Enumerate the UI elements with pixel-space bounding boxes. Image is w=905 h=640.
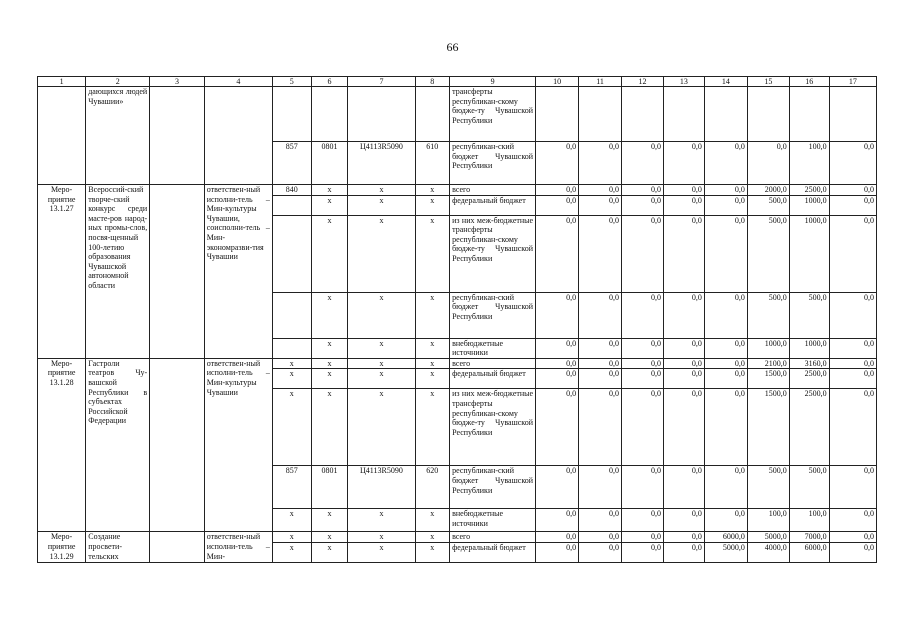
year-value-cell: 0,0 bbox=[579, 292, 622, 338]
responsible-cell: ответствен-ный исполни-тель – Мин-культуры Чувашии, соисполни-тель – Мин-экономразви-тия Чувашии bbox=[204, 185, 272, 359]
year-value-cell bbox=[663, 87, 704, 142]
year-value-cell: 7000,0 bbox=[789, 532, 829, 543]
year-value-cell: 0,0 bbox=[704, 195, 747, 215]
year-value-cell: 3160,0 bbox=[789, 358, 829, 369]
column-3-cell bbox=[150, 358, 205, 532]
column-header-9: 9 bbox=[450, 77, 536, 87]
grbs-code-cell: 840 bbox=[272, 185, 311, 196]
year-value-cell: 0,0 bbox=[622, 215, 664, 292]
year-value-cell: 0,0 bbox=[536, 195, 579, 215]
column-header-10: 10 bbox=[536, 77, 579, 87]
expense-type-cell: x bbox=[415, 358, 450, 369]
section-code-cell: x bbox=[311, 292, 348, 338]
year-value-cell: 0,0 bbox=[663, 358, 704, 369]
expense-type-cell: x bbox=[415, 292, 450, 338]
event-name-cell: Гастроли театров Чу-вашской Республики в субъектах Российской Федерации bbox=[86, 358, 150, 532]
responsible-cell: ответствен-ный исполни-тель – Мин- bbox=[204, 532, 272, 563]
column-header-12: 12 bbox=[622, 77, 664, 87]
column-header-13: 13 bbox=[663, 77, 704, 87]
year-value-cell: 0,0 bbox=[704, 292, 747, 338]
year-value-cell: 0,0 bbox=[663, 466, 704, 509]
event-name-cell: Создание просвети-тельских bbox=[86, 532, 150, 563]
column-header-3: 3 bbox=[150, 77, 205, 87]
expense-type-cell: x bbox=[415, 338, 450, 358]
header-row bbox=[38, 77, 877, 87]
target-article-cell: x bbox=[348, 542, 415, 562]
funding-source-cell: из них меж-бюджетные трансферты республикан-скому бюдже-ту Чувашской Республики bbox=[450, 389, 536, 466]
year-value-cell: 0,0 bbox=[663, 389, 704, 466]
column-header-14: 14 bbox=[704, 77, 747, 87]
year-value-cell: 2000,0 bbox=[747, 185, 789, 196]
section-code-cell: x bbox=[311, 509, 348, 532]
year-value-cell: 0,0 bbox=[622, 542, 664, 562]
year-value-cell: 0,0 bbox=[829, 466, 876, 509]
year-value-cell: 0,0 bbox=[536, 338, 579, 358]
grbs-code-cell: x bbox=[272, 542, 311, 562]
table-body bbox=[38, 87, 877, 563]
grbs-code-cell: x bbox=[272, 369, 311, 389]
year-value-cell: 0,0 bbox=[829, 389, 876, 466]
column-3-cell bbox=[150, 185, 205, 359]
year-value-cell: 0,0 bbox=[704, 338, 747, 358]
year-value-cell: 0,0 bbox=[663, 185, 704, 196]
year-value-cell: 0,0 bbox=[579, 532, 622, 543]
year-value-cell: 0,0 bbox=[579, 358, 622, 369]
target-article-cell: x bbox=[348, 195, 415, 215]
year-value-cell: 0,0 bbox=[704, 142, 747, 185]
year-value-cell: 0,0 bbox=[829, 142, 876, 185]
year-value-cell: 0,0 bbox=[536, 532, 579, 543]
year-value-cell: 5000,0 bbox=[747, 532, 789, 543]
funding-source-cell: внебюджетные источники bbox=[450, 338, 536, 358]
year-value-cell: 1500,0 bbox=[747, 369, 789, 389]
expense-type-cell: x bbox=[415, 215, 450, 292]
year-value-cell: 0,0 bbox=[704, 215, 747, 292]
year-value-cell: 0,0 bbox=[663, 215, 704, 292]
year-value-cell: 500,0 bbox=[747, 215, 789, 292]
year-value-cell: 0,0 bbox=[622, 532, 664, 543]
target-article-cell: x bbox=[348, 292, 415, 338]
column-3-cell bbox=[150, 532, 205, 563]
year-value-cell: 0,0 bbox=[536, 292, 579, 338]
funding-source-cell: республикан-ский бюджет Чувашской Республики bbox=[450, 142, 536, 185]
year-value-cell: 2100,0 bbox=[747, 358, 789, 369]
section-code-cell: x bbox=[311, 358, 348, 369]
column-header-17: 17 bbox=[829, 77, 876, 87]
target-article-cell: x bbox=[348, 215, 415, 292]
year-value-cell: 0,0 bbox=[536, 509, 579, 532]
event-name-cell: дающихся людей Чувашии» bbox=[86, 87, 150, 185]
year-value-cell: 0,0 bbox=[536, 358, 579, 369]
expense-type-cell: x bbox=[415, 195, 450, 215]
event-number-cell: Меро-приятие 13.1.28 bbox=[38, 358, 86, 532]
expense-type-cell: x bbox=[415, 509, 450, 532]
column-header-4: 4 bbox=[204, 77, 272, 87]
column-3-cell bbox=[150, 87, 205, 185]
year-value-cell: 0,0 bbox=[704, 389, 747, 466]
year-value-cell: 500,0 bbox=[747, 195, 789, 215]
year-value-cell: 0,0 bbox=[579, 195, 622, 215]
column-header-11: 11 bbox=[579, 77, 622, 87]
event-number-cell: Меро-приятие 13.1.27 bbox=[38, 185, 86, 359]
section-code-cell: x bbox=[311, 215, 348, 292]
funding-source-cell: внебюджетные источники bbox=[450, 509, 536, 532]
grbs-code-cell: x bbox=[272, 389, 311, 466]
section-code-cell: x bbox=[311, 389, 348, 466]
year-value-cell: 0,0 bbox=[622, 142, 664, 185]
year-value-cell: 0,0 bbox=[829, 542, 876, 562]
budget-table bbox=[37, 76, 877, 563]
year-value-cell: 500,0 bbox=[747, 292, 789, 338]
year-value-cell: 2500,0 bbox=[789, 185, 829, 196]
year-value-cell: 0,0 bbox=[829, 338, 876, 358]
year-value-cell bbox=[622, 87, 664, 142]
event-number-cell: Меро-приятие 13.1.29 bbox=[38, 532, 86, 563]
table-row bbox=[38, 358, 877, 369]
column-header-5: 5 bbox=[272, 77, 311, 87]
grbs-code-cell bbox=[272, 87, 311, 142]
year-value-cell: 6000,0 bbox=[704, 532, 747, 543]
year-value-cell bbox=[829, 87, 876, 142]
funding-source-cell: федеральный бюджет bbox=[450, 195, 536, 215]
year-value-cell: 0,0 bbox=[747, 142, 789, 185]
table-row bbox=[38, 532, 877, 543]
year-value-cell: 0,0 bbox=[536, 389, 579, 466]
grbs-code-cell bbox=[272, 195, 311, 215]
year-value-cell: 0,0 bbox=[829, 195, 876, 215]
section-code-cell: x bbox=[311, 338, 348, 358]
year-value-cell: 1000,0 bbox=[747, 338, 789, 358]
year-value-cell: 0,0 bbox=[663, 292, 704, 338]
target-article-cell: x bbox=[348, 358, 415, 369]
year-value-cell: 1000,0 bbox=[789, 195, 829, 215]
expense-type-cell: x bbox=[415, 542, 450, 562]
year-value-cell: 0,0 bbox=[622, 292, 664, 338]
event-name-cell: Всероссий-ский творче-ский конкурс среди масте-ров народ-ных промы-слов, посвя-щенный 100-летию образования Чувашской автономной области bbox=[86, 185, 150, 359]
expense-type-cell: 620 bbox=[415, 466, 450, 509]
year-value-cell: 0,0 bbox=[829, 532, 876, 543]
expense-type-cell: x bbox=[415, 532, 450, 543]
section-code-cell: x bbox=[311, 185, 348, 196]
grbs-code-cell bbox=[272, 292, 311, 338]
column-header-6: 6 bbox=[311, 77, 348, 87]
year-value-cell: 0,0 bbox=[663, 195, 704, 215]
year-value-cell bbox=[747, 87, 789, 142]
grbs-code-cell bbox=[272, 338, 311, 358]
year-value-cell: 2500,0 bbox=[789, 389, 829, 466]
year-value-cell: 0,0 bbox=[663, 532, 704, 543]
grbs-code-cell: 857 bbox=[272, 466, 311, 509]
table-row bbox=[38, 185, 877, 196]
year-value-cell: 0,0 bbox=[579, 215, 622, 292]
target-article-cell: x bbox=[348, 509, 415, 532]
year-value-cell bbox=[579, 87, 622, 142]
year-value-cell: 0,0 bbox=[704, 466, 747, 509]
year-value-cell: 0,0 bbox=[579, 542, 622, 562]
target-article-cell: x bbox=[348, 338, 415, 358]
target-article-cell: Ц4113R5090 bbox=[348, 466, 415, 509]
year-value-cell: 0,0 bbox=[829, 292, 876, 338]
target-article-cell: x bbox=[348, 389, 415, 466]
year-value-cell: 0,0 bbox=[536, 466, 579, 509]
year-value-cell: 0,0 bbox=[622, 338, 664, 358]
section-code-cell: x bbox=[311, 369, 348, 389]
funding-source-cell: трансферты республикан-скому бюдже-ту Чувашской Республики bbox=[450, 87, 536, 142]
column-header-1: 1 bbox=[38, 77, 86, 87]
year-value-cell: 1000,0 bbox=[789, 215, 829, 292]
year-value-cell: 2500,0 bbox=[789, 369, 829, 389]
year-value-cell: 0,0 bbox=[622, 369, 664, 389]
year-value-cell: 0,0 bbox=[579, 142, 622, 185]
section-code-cell: x bbox=[311, 542, 348, 562]
section-code-cell: 0801 bbox=[311, 466, 348, 509]
year-value-cell: 0,0 bbox=[536, 369, 579, 389]
event-number-cell bbox=[38, 87, 86, 185]
year-value-cell: 0,0 bbox=[622, 195, 664, 215]
column-header-16: 16 bbox=[789, 77, 829, 87]
year-value-cell: 0,0 bbox=[704, 358, 747, 369]
target-article-cell: x bbox=[348, 185, 415, 196]
year-value-cell: 0,0 bbox=[829, 185, 876, 196]
year-value-cell: 0,0 bbox=[622, 466, 664, 509]
year-value-cell: 1000,0 bbox=[789, 338, 829, 358]
year-value-cell: 0,0 bbox=[579, 466, 622, 509]
year-value-cell: 0,0 bbox=[579, 338, 622, 358]
year-value-cell: 0,0 bbox=[704, 509, 747, 532]
year-value-cell: 0,0 bbox=[536, 215, 579, 292]
year-value-cell: 0,0 bbox=[704, 369, 747, 389]
funding-source-cell: всего bbox=[450, 358, 536, 369]
funding-source-cell: всего bbox=[450, 532, 536, 543]
year-value-cell: 0,0 bbox=[829, 358, 876, 369]
year-value-cell: 0,0 bbox=[536, 142, 579, 185]
grbs-code-cell: x bbox=[272, 532, 311, 543]
year-value-cell: 0,0 bbox=[704, 185, 747, 196]
year-value-cell bbox=[536, 87, 579, 142]
table-row bbox=[38, 87, 877, 142]
expense-type-cell: x bbox=[415, 389, 450, 466]
grbs-code-cell: 857 bbox=[272, 142, 311, 185]
year-value-cell: 0,0 bbox=[829, 509, 876, 532]
year-value-cell: 500,0 bbox=[789, 466, 829, 509]
funding-source-cell: республикан-ский бюджет Чувашской Республики bbox=[450, 292, 536, 338]
expense-type-cell: x bbox=[415, 185, 450, 196]
funding-source-cell: федеральный бюджет bbox=[450, 542, 536, 562]
year-value-cell: 4000,0 bbox=[747, 542, 789, 562]
year-value-cell: 0,0 bbox=[622, 509, 664, 532]
year-value-cell: 100,0 bbox=[789, 142, 829, 185]
funding-source-cell: республикан-ский бюджет Чувашской Республики bbox=[450, 466, 536, 509]
year-value-cell bbox=[789, 87, 829, 142]
year-value-cell: 0,0 bbox=[663, 542, 704, 562]
funding-source-cell: из них меж-бюджетные трансферты республикан-скому бюдже-ту Чувашской Республики bbox=[450, 215, 536, 292]
year-value-cell: 500,0 bbox=[747, 466, 789, 509]
column-header-2: 2 bbox=[86, 77, 150, 87]
section-code-cell bbox=[311, 87, 348, 142]
column-header-15: 15 bbox=[747, 77, 789, 87]
year-value-cell: 0,0 bbox=[579, 369, 622, 389]
year-value-cell: 0,0 bbox=[579, 389, 622, 466]
page-number: 66 bbox=[446, 40, 459, 54]
year-value-cell: 0,0 bbox=[536, 185, 579, 196]
year-value-cell: 100,0 bbox=[747, 509, 789, 532]
section-code-cell: 0801 bbox=[311, 142, 348, 185]
grbs-code-cell: x bbox=[272, 509, 311, 532]
year-value-cell: 0,0 bbox=[663, 369, 704, 389]
target-article-cell: Ц4113R5090 bbox=[348, 142, 415, 185]
year-value-cell: 0,0 bbox=[829, 215, 876, 292]
expense-type-cell bbox=[415, 87, 450, 142]
year-value-cell: 0,0 bbox=[829, 369, 876, 389]
column-header-8: 8 bbox=[415, 77, 450, 87]
section-code-cell: x bbox=[311, 532, 348, 543]
year-value-cell: 0,0 bbox=[663, 509, 704, 532]
year-value-cell: 0,0 bbox=[663, 142, 704, 185]
expense-type-cell: 610 bbox=[415, 142, 450, 185]
target-article-cell: x bbox=[348, 532, 415, 543]
responsible-cell: ответствен-ный исполни-тель – Мин-культуры Чувашии bbox=[204, 358, 272, 532]
responsible-cell bbox=[204, 87, 272, 185]
year-value-cell: 0,0 bbox=[579, 185, 622, 196]
funding-source-cell: всего bbox=[450, 185, 536, 196]
section-code-cell: x bbox=[311, 195, 348, 215]
year-value-cell: 6000,0 bbox=[789, 542, 829, 562]
expense-type-cell: x bbox=[415, 369, 450, 389]
year-value-cell: 1500,0 bbox=[747, 389, 789, 466]
funding-source-cell: федеральный бюджет bbox=[450, 369, 536, 389]
year-value-cell: 0,0 bbox=[579, 509, 622, 532]
year-value-cell: 0,0 bbox=[622, 389, 664, 466]
grbs-code-cell bbox=[272, 215, 311, 292]
year-value-cell: 0,0 bbox=[622, 185, 664, 196]
target-article-cell: x bbox=[348, 369, 415, 389]
year-value-cell: 5000,0 bbox=[704, 542, 747, 562]
year-value-cell: 500,0 bbox=[789, 292, 829, 338]
year-value-cell: 0,0 bbox=[663, 338, 704, 358]
target-article-cell bbox=[348, 87, 415, 142]
year-value-cell: 0,0 bbox=[622, 358, 664, 369]
year-value-cell: 100,0 bbox=[789, 509, 829, 532]
year-value-cell bbox=[704, 87, 747, 142]
column-header-7: 7 bbox=[348, 77, 415, 87]
grbs-code-cell: x bbox=[272, 358, 311, 369]
year-value-cell: 0,0 bbox=[536, 542, 579, 562]
